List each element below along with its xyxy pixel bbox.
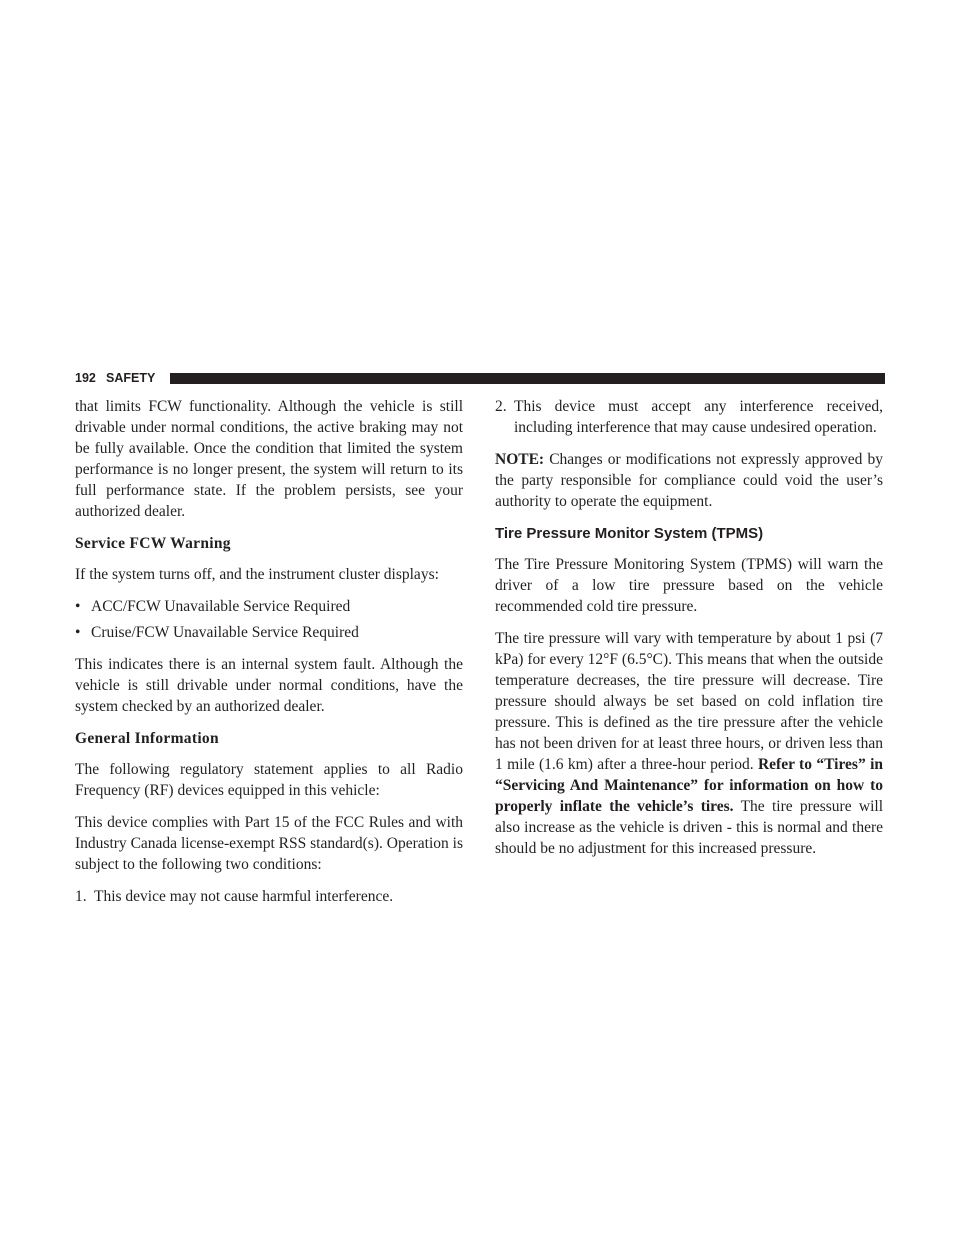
continued-paragraph: that limits FCW functionality. Although the vehicle is still drivable under normal conditions, the active braking may not be fully available. Once the condition that limited the system performance is no longer present, the system will return to its full performance state. If the problem persists, see your authorized dealer.: [75, 398, 463, 520]
item-number: 2.: [495, 398, 507, 415]
tpms-temperature-paragraph: [495, 628, 883, 859]
item-text: This device must accept any interference received, including interference that may cause undesired operation.: [514, 398, 883, 436]
fcc-compliance-paragraph: This device complies with Part 15 of the FCC Rules and with Industry Canada license-exempt RSS standard(s). Operation is subject to the following two conditions:: [75, 814, 463, 873]
condition-item-1: [75, 886, 463, 907]
condition-item-2: [495, 396, 883, 438]
general-information-heading: General Information: [75, 730, 219, 747]
bullet-icon: •: [75, 598, 81, 615]
tpms-text-end: The tire pressure will also increase as the vehicle is driven - this is normal and there should be no adjustment for this increased pressure.: [495, 798, 883, 857]
right-column: [495, 396, 883, 870]
left-column: [75, 396, 463, 918]
note-paragraph: [495, 449, 883, 512]
list-item: [75, 596, 463, 617]
header-rule: [170, 373, 885, 384]
tpms-heading: Tire Pressure Monitor System (TPMS): [495, 525, 764, 542]
service-intro-paragraph: If the system turns off, and the instrument cluster displays:: [75, 566, 439, 583]
internal-fault-paragraph: This indicates there is an internal system fault. Although the vehicle is still drivable under normal conditions, have the system checked by an authorized dealer.: [75, 656, 463, 715]
section-title: SAFETY: [106, 371, 156, 385]
bullet-icon: •: [75, 624, 81, 641]
note-text: Changes or modifications not expressly approved by the party responsible for compliance could void the user’s authority to operate the equipment.: [495, 451, 883, 510]
tpms-intro-paragraph: The Tire Pressure Monitoring System (TPMS) will warn the driver of a low tire pressure based on the vehicle recommended cold tire pressure.: [495, 556, 883, 615]
tpms-reference-text: Refer to “Tires” in “Servicing And Maintenance” for information on how to properly inflate the vehicle’s tires.: [495, 756, 883, 815]
list-item-text: Cruise/FCW Unavailable Service Required: [91, 624, 359, 641]
cluster-message-list: [75, 596, 463, 643]
item-text: This device may not cause harmful interference.: [94, 888, 394, 905]
page-header: [75, 370, 885, 387]
list-item-text: ACC/FCW Unavailable Service Required: [91, 598, 351, 615]
item-number: 1.: [75, 888, 87, 905]
regulatory-paragraph: The following regulatory statement applies to all Radio Frequency (RF) devices equipped in this vehicle:: [75, 761, 463, 799]
service-fcw-warning-heading: Service FCW Warning: [75, 535, 231, 552]
page-number: 192: [75, 371, 96, 385]
tpms-text-start: The tire pressure will vary with temperature by about 1 psi (7 kPa) for every 12°F (6.5°C). This means that when the outside temperature decreases, the tire pressure will decrease. Tire pressure should always be set based on cold inflation tire pressure. This is defined as the tire pressure after the vehicle has not been driven for at least three hours, or driven less than 1 mile (1.6 km) after a three-hour period.: [495, 630, 883, 773]
note-label: NOTE:: [495, 451, 545, 468]
list-item: [75, 622, 463, 643]
